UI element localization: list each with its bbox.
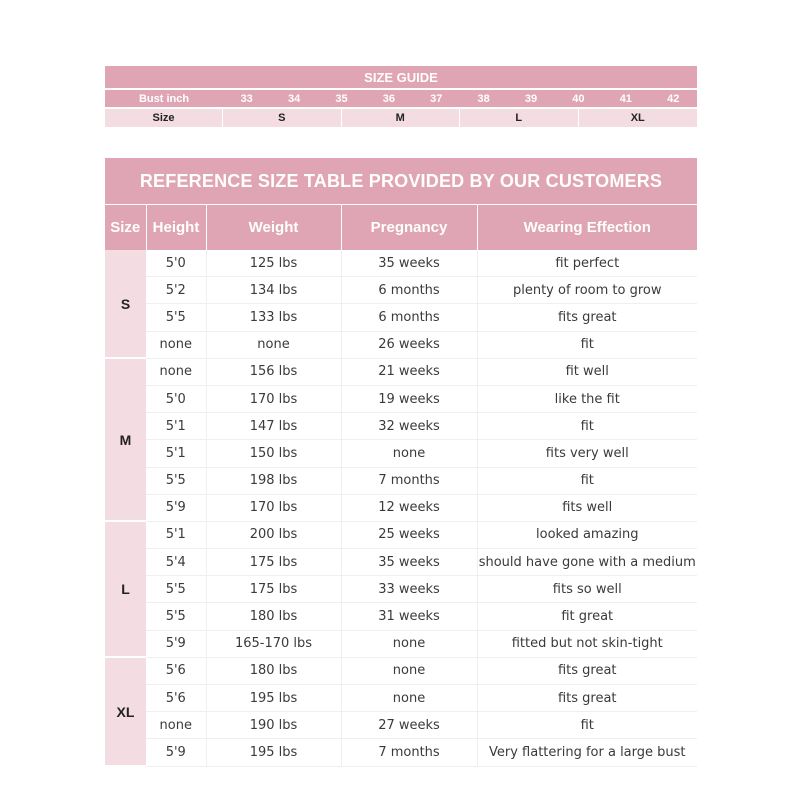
weight-cell: 133 lbs [206,304,341,331]
wearing-effection-cell: fit [477,712,697,739]
reference-title: REFERENCE SIZE TABLE PROVIDED BY OUR CUSTOMERS [105,158,697,205]
height-cell: 5'1 [146,413,206,440]
weight-cell: 175 lbs [206,549,341,576]
size-xl: XL [630,112,645,124]
wearing-effection-cell: plenty of room to grow [477,277,697,304]
table-row [105,576,697,603]
bust-row [105,90,697,109]
height-cell: 5'5 [146,603,206,630]
height-cell: none [146,358,206,385]
weight-cell: 165-170 lbs [206,630,341,657]
height-cell: 5'9 [146,494,206,521]
height-cell: 5'0 [146,385,206,412]
wearing-effection-cell: fits great [477,304,697,331]
wearing-effection-cell: fits well [477,494,697,521]
size-group-cell: S [105,250,146,358]
pregnancy-cell: 19 weeks [341,385,477,412]
wearing-effection-cell: fit well [477,358,697,385]
height-cell: none [146,712,206,739]
weight-cell: 195 lbs [206,685,341,712]
pregnancy-cell: 7 months [341,739,477,766]
bust-value: 33 [240,92,253,105]
weight-cell: 170 lbs [206,494,341,521]
wearing-effection-cell: should have gone with a medium [477,549,697,576]
pregnancy-cell: 27 weeks [341,712,477,739]
weight-cell: 134 lbs [206,277,341,304]
wearing-effection-cell: fit perfect [477,250,697,277]
pregnancy-cell: 21 weeks [341,358,477,385]
wearing-effection-cell: fits great [477,657,697,684]
height-cell: 5'1 [146,440,206,467]
height-cell: 5'9 [146,630,206,657]
size-group-cell: L [105,521,146,657]
bust-value: 34 [287,92,301,105]
table-row [105,603,697,630]
bust-value: 39 [524,92,538,105]
bust-label: Bust inch [138,92,190,105]
wearing-effection-cell: fit great [477,603,697,630]
bust-value: 38 [477,92,490,105]
size-guide [105,66,697,127]
size-group-cell: XL [105,657,146,766]
table-row [105,685,697,712]
reference-table-body [105,250,697,766]
bust-value: 35 [335,92,348,105]
height-cell: 5'5 [146,576,206,603]
header-row [105,205,697,250]
table-row [105,712,697,739]
weight-cell: 125 lbs [206,250,341,277]
pregnancy-cell: 7 months [341,467,477,494]
table-row [105,331,697,358]
pregnancy-cell: 12 weeks [341,494,477,521]
table-row [105,739,697,766]
pregnancy-cell: 26 weeks [341,331,477,358]
height-cell: 5'2 [146,277,206,304]
weight-cell: none [206,331,341,358]
wearing-effection-cell: fits very well [477,440,697,467]
table-row [105,467,697,494]
table-row [105,440,697,467]
wearing-effection-cell: fit [477,467,697,494]
bust-value: 37 [430,92,443,105]
reference-table [105,205,697,767]
pregnancy-cell: none [341,657,477,684]
table-row [105,277,697,304]
pregnancy-cell: none [341,630,477,657]
size-m: M [342,109,461,127]
table-row [105,494,697,521]
wearing-effection-cell: fits so well [477,576,697,603]
size-row [105,109,697,127]
wearing-effection-cell: like the fit [477,385,697,412]
weight-cell: 175 lbs [206,576,341,603]
size-group-cell: M [105,358,146,521]
weight-cell: 180 lbs [206,657,341,684]
table-row [105,521,697,548]
bust-value: 36 [382,92,395,105]
pregnancy-cell: 33 weeks [341,576,477,603]
size-l: L [460,109,579,127]
wearing-effection-cell: Very flattering for a large bust [477,739,697,766]
table-row [105,250,697,277]
size-guide-title: SIZE GUIDE [105,66,697,90]
wearing-effection-cell: fit [477,331,697,358]
header-height: Height [146,205,206,250]
weight-cell: 190 lbs [206,712,341,739]
pregnancy-cell: none [341,440,477,467]
height-cell: 5'5 [146,467,206,494]
header-weight: Weight [206,205,341,250]
weight-cell: 200 lbs [206,521,341,548]
weight-cell: 195 lbs [206,739,341,766]
height-cell: 5'6 [146,657,206,684]
bust-value: 42 [667,92,680,105]
table-row [105,304,697,331]
table-row [105,657,697,684]
table-row [105,358,697,385]
header-wearing-effection: Wearing Effection [477,205,697,250]
height-cell: none [146,331,206,358]
height-cell: 5'9 [146,739,206,766]
pregnancy-cell: 35 weeks [341,549,477,576]
height-cell: 5'5 [146,304,206,331]
table-row [105,549,697,576]
size-s: S [223,109,342,127]
pregnancy-cell: 25 weeks [341,521,477,548]
height-cell: 5'0 [146,250,206,277]
wearing-effection-cell: fitted but not skin-tight [477,630,697,657]
table-row [105,630,697,657]
reference-size-table [105,158,697,767]
height-cell: 5'4 [146,549,206,576]
height-cell: 5'6 [146,685,206,712]
weight-cell: 198 lbs [206,467,341,494]
weight-cell: 170 lbs [206,385,341,412]
height-cell: 5'1 [146,521,206,548]
weight-cell: 147 lbs [206,413,341,440]
pregnancy-cell: 6 months [341,304,477,331]
bust-value: 40 [572,92,585,105]
size-label: Size [105,109,223,127]
pregnancy-cell: 31 weeks [341,603,477,630]
header-pregnancy: Pregnancy [341,205,477,250]
header-size: Size [105,205,146,250]
pregnancy-cell: 32 weeks [341,413,477,440]
wearing-effection-cell: looked amazing [477,521,697,548]
weight-cell: 156 lbs [206,358,341,385]
table-row [105,413,697,440]
wearing-effection-cell: fits great [477,685,697,712]
pregnancy-cell: 6 months [341,277,477,304]
wearing-effection-cell: fit [477,413,697,440]
pregnancy-cell: 35 weeks [341,250,477,277]
pregnancy-cell: none [341,685,477,712]
bust-value: 41 [619,92,632,105]
table-row [105,385,697,412]
weight-cell: 150 lbs [206,440,341,467]
weight-cell: 180 lbs [206,603,341,630]
